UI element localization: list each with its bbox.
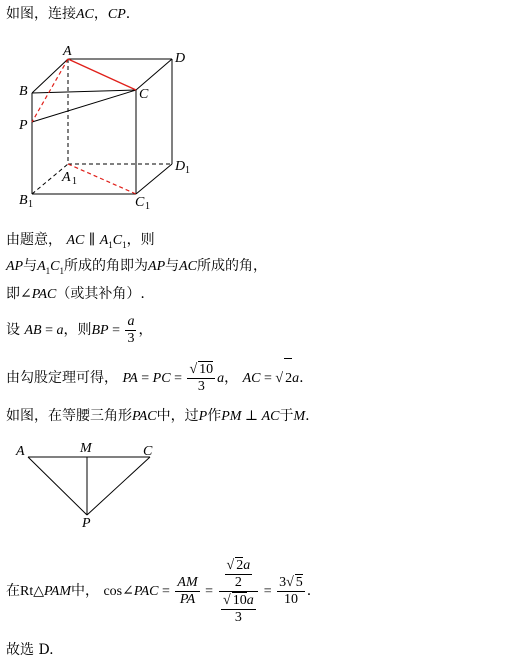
triangle-line: 如图，在等腰三角形PAC中，过P作PM ⊥ AC于M.: [6, 408, 310, 424]
pa-fraction: $\frac{√ 10}{3}$: [189, 362, 214, 394]
tri-label-a: A: [16, 444, 25, 459]
am-pa-fraction: $\frac{AM}{PA}$: [177, 574, 198, 607]
label-d: D: [175, 51, 186, 66]
label-b1-sub: 1: [28, 199, 33, 210]
triangle-diagram: [0, 435, 200, 535]
label-c1: C: [135, 195, 145, 210]
label-d1-sub: 1: [185, 165, 190, 176]
intro-line: 如图，连接AC，CP.: [6, 6, 131, 22]
label-c1-sub: 1: [145, 201, 150, 212]
set-line: 设 AB = a，则BP = $\frac{a}{3}$ ，: [6, 313, 153, 346]
label-a1: A: [62, 170, 71, 185]
label-p: P: [19, 118, 28, 133]
cos-line: 在Rt△PAM中， cos∠PAC = $\frac{AM}{PA}$ = $\frac{\frac{√ 2a}{2}}{\frac{√ 10a}{3}}$ = $\frac{3√ 5}{10}$ .: [6, 557, 312, 625]
tri-label-c: C: [143, 444, 153, 459]
bp-fraction: $\frac{a}{3}$: [127, 313, 135, 346]
answer-line: 故选 D.: [6, 642, 54, 658]
label-c: C: [139, 87, 149, 102]
parallel-line: 由题意， AC ∥ $A_1C_1$，则: [6, 232, 155, 250]
label-d1: D: [175, 159, 186, 174]
label-a1-sub: 1: [72, 176, 77, 187]
tri-label-m: M: [80, 441, 92, 456]
cube-diagram: [0, 0, 519, 215]
angle-line: AP与$A_1C_1$所成的角即为AP与AC所成的角，: [6, 258, 268, 276]
label-b: B: [19, 84, 28, 99]
tri-label-p: P: [82, 516, 91, 531]
compound-fraction: $\frac{\frac{√ 2a}{2}}{\frac{√ 10a}{3}}$: [219, 557, 259, 626]
label-b1: B: [19, 193, 28, 208]
result-fraction: $\frac{3√ 5}{10}$: [279, 575, 303, 607]
label-a: A: [63, 44, 72, 59]
pythagoras-line: 由勾股定理可得， PA = PC = $\frac{√ 10}{3}$ a， AC = √ 2a.: [6, 358, 304, 399]
pac-line: 即∠PAC（或其补角）.: [6, 286, 145, 302]
